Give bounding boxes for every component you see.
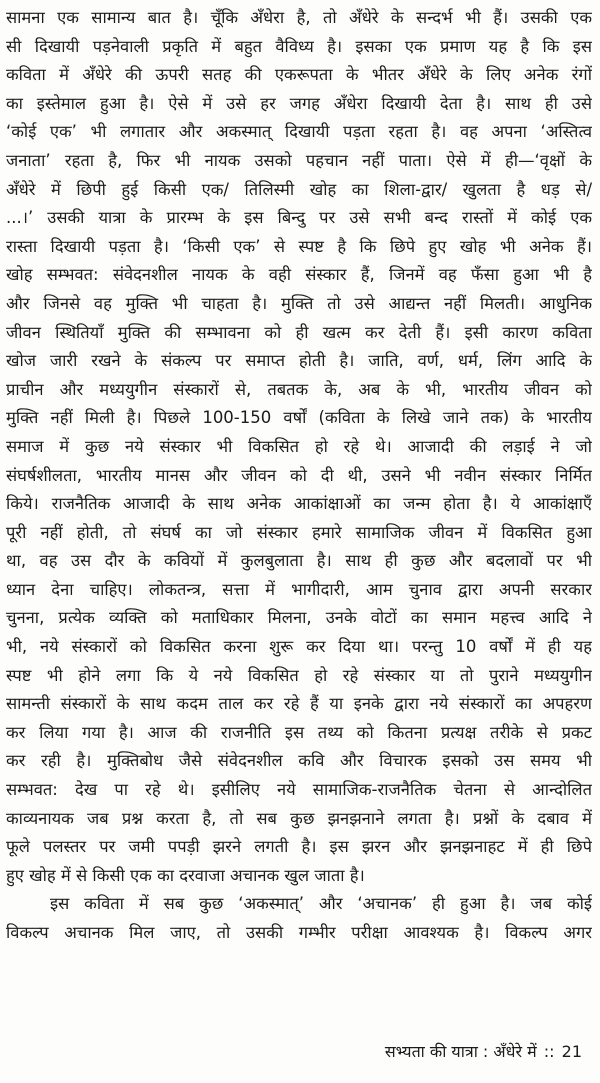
text-line: कर रही है। मुक्तिबोध जैसे संवेदनशील कवि और विचारक इसको उस समय भी (6, 751, 592, 771)
text-line: हुए खोह में से किसी एक का दरवाजा अचानक खुल जाता है। (6, 865, 365, 885)
text-line: ध्यान देना चाहिए। लोकतन्त्र, सत्ता में भागीदारी, आम चुनाव द्वारा अपनी सरकार (6, 579, 592, 599)
text-line: ‘कोई एक’ भी लगातार और अकस्मात् दिखायी पड़ता रहता है। वह अपना ‘अस्तित्व (6, 122, 592, 142)
text-line: अँधेरे में छिपी हुई किसी एक/ तिलिस्मी खोह का शिला-द्वार/ खुलता है धड़ से/ (6, 179, 592, 199)
text-line: विकल्प अचानक मिल जाए, तो उसकी गम्भीर परीक्षा आवश्यक है। विकल्प अगर (6, 923, 592, 942)
footer-separator: :: (543, 1042, 555, 1061)
text-line: पूरी नहीं होती, तो संघर्ष का जो संस्कार हमारे सामाजिक जीवन में विकसित हुआ (6, 522, 592, 542)
text-line: फूले पलस्तर पर जमी पपड़ी झरने लगती है। इस झरन और झनझनाहट में ही छिपे (6, 837, 592, 857)
text-line: कविता में अँधेरे की ऊपरी सतह की एकरूपता के भीतर अँधेरे के लिए अनेक रंगों (6, 65, 592, 85)
text-line: कर लिया गया है। आज की राजनीति इस तथ्य को कितना प्रत्यक्ष तरीके से प्रकट (6, 722, 592, 742)
text-line: सी दिखायी पड़नेवाली प्रकृति में बहुत वैविध्य है। इसका एक प्रमाण यह है कि इस (6, 36, 592, 56)
text-line: काव्यनायक जब प्रश्न करता है, तो सब कुछ झनझनाने लगता है। प्रश्नों के दबाव में (6, 808, 592, 828)
text-line: था, वह उस दौर के कवियों में कुलबुलाता है। साथ ही कुछ और बदलावों पर भी (6, 551, 592, 571)
running-title: सभ्यता की यात्रा : अँधेरे में (384, 1042, 537, 1061)
page-footer (385, 1040, 582, 1062)
text-line: संघर्षशीलता, भारतीय मानस और जीवन को दी थी, उसने भी नवीन संस्कार निर्मित (6, 465, 592, 485)
text-line: चुनना, प्रत्येक व्यक्ति को मताधिकार मिलना, उनके वोटों का समान महत्त्व आदि ने (6, 608, 592, 628)
text-line: जनाता’ रहता है, फिर भी नायक उसको पहचान नहीं पाता। ऐसे में ही—‘वृक्षों के (6, 150, 592, 170)
text-line: प्राचीन और मध्ययुगीन संस्कारों से, तबतक के, अब के भी, भारतीय जीवन को (6, 379, 592, 399)
paragraph-2 (6, 890, 592, 947)
text-line: मुक्ति नहीं मिली है। पिछले 100-150 वर्षों (कविता के लिखे जाने तक) के भारतीय (6, 408, 592, 428)
text-line: और जिनसे वह मुक्ति भी चाहता है। मुक्ति तो उसे आद्यन्त नहीं मिलती। आधुनिक (6, 293, 592, 313)
text-line: खोज जारी रखने के संकल्प पर समाप्त होती है। जाति, वर्ण, धर्म, लिंग आदि के (6, 351, 592, 371)
page-number: 21 (561, 1042, 582, 1061)
text-line: सामना एक सामान्य बात है। चूँकि अँधेरा है, तो अँधेरे के सन्दर्भ भी हैं। उसकी एक (6, 8, 592, 27)
text-line: सामन्ती संस्कारों के साथ कदम ताल कर रहे हैं या इनके द्वारा नये संस्कारों का अपहरण (6, 694, 592, 714)
text-line: भी, नये संस्कारों को विकसित करना शुरू कर दिया था। परन्तु 10 वर्षों में ही यह (6, 637, 592, 657)
text-line: सम्भवत: देख पा रहे थे। इसीलिए नये सामाजिक-राजनैतिक चेतना से आन्दोलित (6, 780, 592, 800)
text-line: खोह सम्भवत: संवेदनशील नायक के वही संस्कार हैं, जिनमें वह फँसा हुआ भी है (6, 265, 592, 285)
text-line: जीवन स्थितियाँ मुक्ति की सम्भावना को ही खत्म कर देती हैं। इसी कारण कविता (6, 322, 592, 342)
paragraph-1 (6, 4, 592, 890)
text-line: ...।’ उसकी यात्रा के प्रारम्भ के इस बिन्दु पर उसे सभी बन्द रास्तों में कोई एक (6, 208, 592, 228)
text-line: रास्ता दिखायी पड़ता है। ‘किसी एक’ से स्पष्ट है कि छिपे हुए खोह भी अनेक हैं। (6, 236, 592, 256)
text-line: इस कविता में सब कुछ ‘अकस्मात्’ और ‘अचानक’ ही हुआ है। जब कोई (50, 894, 592, 914)
text-line: किये। राजनैतिक आजादी के साथ अनेक आकांक्षाओं का जन्म होता है। ये आकांक्षाएँ (6, 494, 592, 514)
text-line: स्पष्ट भी होने लगा कि ये नये विकसित हो रहे संस्कार या तो पुराने मध्ययुगीन (6, 665, 592, 685)
page-body (6, 4, 592, 948)
text-line: का इस्तेमाल हुआ है। ऐसे में उसे हर जगह अँधेरा दिखायी देता है। साथ ही उसे (6, 93, 592, 113)
text-line: समाज में कुछ नये संस्कार भी विकसित हो रहे थे। आजादी की लड़ाई ने जो (6, 436, 592, 456)
